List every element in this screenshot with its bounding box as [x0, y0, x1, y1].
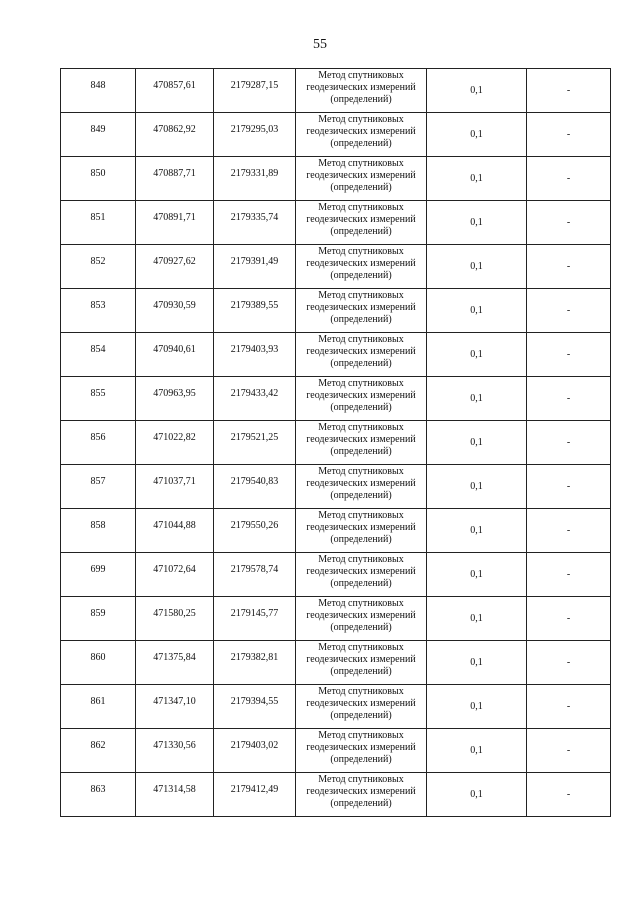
method-cell — [296, 69, 427, 113]
point-number-cell: 860 — [61, 641, 136, 685]
x-coordinate-cell: 470930,59 — [136, 289, 214, 333]
method-text-line: (определений) — [330, 182, 392, 193]
point-number-cell: 851 — [61, 201, 136, 245]
accuracy-cell: 0,1 — [427, 333, 527, 377]
method-text-line: (определений) — [330, 622, 392, 633]
y-coordinate-cell: 2179389,55 — [214, 289, 296, 333]
x-coordinate-cell: 470862,92 — [136, 113, 214, 157]
method-cell — [296, 641, 427, 685]
table-row — [61, 465, 611, 509]
point-number-cell: 862 — [61, 729, 136, 773]
method-text-line: Метод спутниковых — [318, 466, 404, 477]
method-cell — [296, 773, 427, 817]
point-number-cell: 852 — [61, 245, 136, 289]
table-row — [61, 729, 611, 773]
method-text-line: геодезических измерений — [306, 258, 416, 269]
point-number-cell: 855 — [61, 377, 136, 421]
point-number-cell: 849 — [61, 113, 136, 157]
y-coordinate-cell: 2179433,42 — [214, 377, 296, 421]
method-text-line: геодезических измерений — [306, 742, 416, 753]
table-row — [61, 69, 611, 113]
method-text-line: (определений) — [330, 358, 392, 369]
method-text-line: Метод спутниковых — [318, 158, 404, 169]
description-cell: - — [527, 289, 611, 333]
method-text-line: геодезических измерений — [306, 566, 416, 577]
method-cell — [296, 465, 427, 509]
method-text-line: (определений) — [330, 754, 392, 765]
accuracy-cell: 0,1 — [427, 597, 527, 641]
accuracy-cell: 0,1 — [427, 553, 527, 597]
description-cell: - — [527, 333, 611, 377]
table-row — [61, 641, 611, 685]
table-row — [61, 553, 611, 597]
table-body — [61, 69, 611, 817]
method-text-line: геодезических измерений — [306, 302, 416, 313]
table-row — [61, 421, 611, 465]
method-text-line: геодезических измерений — [306, 522, 416, 533]
accuracy-cell: 0,1 — [427, 289, 527, 333]
method-text-line: Метод спутниковых — [318, 554, 404, 565]
accuracy-cell: 0,1 — [427, 641, 527, 685]
method-text-line: Метод спутниковых — [318, 290, 404, 301]
method-text-line: геодезических измерений — [306, 786, 416, 797]
accuracy-cell: 0,1 — [427, 377, 527, 421]
method-text-line: геодезических измерений — [306, 434, 416, 445]
point-number-cell: 848 — [61, 69, 136, 113]
accuracy-cell: 0,1 — [427, 113, 527, 157]
x-coordinate-cell: 470887,71 — [136, 157, 214, 201]
method-text-line: Метод спутниковых — [318, 730, 404, 741]
method-cell — [296, 245, 427, 289]
description-cell: - — [527, 553, 611, 597]
description-cell: - — [527, 465, 611, 509]
method-text-line: геодезических измерений — [306, 346, 416, 357]
y-coordinate-cell: 2179394,55 — [214, 685, 296, 729]
table-row — [61, 245, 611, 289]
method-cell — [296, 685, 427, 729]
description-cell: - — [527, 377, 611, 421]
y-coordinate-cell: 2179145,77 — [214, 597, 296, 641]
method-text-line: геодезических измерений — [306, 170, 416, 181]
accuracy-cell: 0,1 — [427, 245, 527, 289]
method-cell — [296, 157, 427, 201]
y-coordinate-cell: 2179403,02 — [214, 729, 296, 773]
point-number-cell: 863 — [61, 773, 136, 817]
table-row — [61, 509, 611, 553]
method-text-line: (определений) — [330, 270, 392, 281]
x-coordinate-cell: 471037,71 — [136, 465, 214, 509]
method-text-line: Метод спутниковых — [318, 422, 404, 433]
y-coordinate-cell: 2179550,26 — [214, 509, 296, 553]
y-coordinate-cell: 2179382,81 — [214, 641, 296, 685]
method-text-line: Метод спутниковых — [318, 202, 404, 213]
x-coordinate-cell: 471580,25 — [136, 597, 214, 641]
method-cell — [296, 729, 427, 773]
method-text-line: (определений) — [330, 446, 392, 457]
description-cell: - — [527, 157, 611, 201]
method-cell — [296, 509, 427, 553]
method-text-line: геодезических измерений — [306, 654, 416, 665]
description-cell: - — [527, 245, 611, 289]
method-text-line: (определений) — [330, 402, 392, 413]
method-text-line: Метод спутниковых — [318, 774, 404, 785]
table-row — [61, 157, 611, 201]
point-number-cell: 859 — [61, 597, 136, 641]
x-coordinate-cell: 471314,58 — [136, 773, 214, 817]
method-cell — [296, 421, 427, 465]
description-cell: - — [527, 685, 611, 729]
method-text-line: (определений) — [330, 710, 392, 721]
point-number-cell: 853 — [61, 289, 136, 333]
method-cell — [296, 289, 427, 333]
description-cell: - — [527, 69, 611, 113]
accuracy-cell: 0,1 — [427, 685, 527, 729]
method-text-line: (определений) — [330, 226, 392, 237]
description-cell: - — [527, 509, 611, 553]
method-text-line: Метод спутниковых — [318, 510, 404, 521]
x-coordinate-cell: 470927,62 — [136, 245, 214, 289]
x-coordinate-cell: 470963,95 — [136, 377, 214, 421]
point-number-cell: 861 — [61, 685, 136, 729]
accuracy-cell: 0,1 — [427, 509, 527, 553]
method-text-line: Метод спутниковых — [318, 334, 404, 345]
description-cell: - — [527, 421, 611, 465]
accuracy-cell: 0,1 — [427, 201, 527, 245]
method-text-line: геодезических измерений — [306, 390, 416, 401]
description-cell: - — [527, 201, 611, 245]
point-number-cell: 856 — [61, 421, 136, 465]
point-number-cell: 858 — [61, 509, 136, 553]
x-coordinate-cell: 470940,61 — [136, 333, 214, 377]
y-coordinate-cell: 2179295,03 — [214, 113, 296, 157]
x-coordinate-cell: 471375,84 — [136, 641, 214, 685]
x-coordinate-cell: 471330,56 — [136, 729, 214, 773]
x-coordinate-cell: 471347,10 — [136, 685, 214, 729]
description-cell: - — [527, 729, 611, 773]
method-text-line: геодезических измерений — [306, 214, 416, 225]
method-text-line: Метод спутниковых — [318, 114, 404, 125]
y-coordinate-cell: 2179331,89 — [214, 157, 296, 201]
method-text-line: (определений) — [330, 798, 392, 809]
point-number-cell: 699 — [61, 553, 136, 597]
description-cell: - — [527, 773, 611, 817]
method-text-line: Метод спутниковых — [318, 246, 404, 257]
description-cell: - — [527, 641, 611, 685]
point-number-cell: 854 — [61, 333, 136, 377]
point-number-cell: 857 — [61, 465, 136, 509]
method-text-line: (определений) — [330, 666, 392, 677]
table-row — [61, 113, 611, 157]
table-row — [61, 377, 611, 421]
description-cell: - — [527, 597, 611, 641]
method-text-line: (определений) — [330, 578, 392, 589]
y-coordinate-cell: 2179403,93 — [214, 333, 296, 377]
accuracy-cell: 0,1 — [427, 421, 527, 465]
method-text-line: (определений) — [330, 534, 392, 545]
y-coordinate-cell: 2179540,83 — [214, 465, 296, 509]
x-coordinate-cell: 470857,61 — [136, 69, 214, 113]
method-cell — [296, 333, 427, 377]
method-text-line: (определений) — [330, 94, 392, 105]
method-cell — [296, 597, 427, 641]
method-cell — [296, 113, 427, 157]
method-text-line: Метод спутниковых — [318, 598, 404, 609]
method-text-line: Метод спутниковых — [318, 70, 404, 81]
page-number: 55 — [313, 37, 327, 52]
point-number-cell: 850 — [61, 157, 136, 201]
method-text-line: (определений) — [330, 314, 392, 325]
method-cell — [296, 201, 427, 245]
method-text-line: геодезических измерений — [306, 82, 416, 93]
description-cell: - — [527, 113, 611, 157]
method-text-line: геодезических измерений — [306, 478, 416, 489]
method-text-line: Метод спутниковых — [318, 642, 404, 653]
method-text-line: Метод спутниковых — [318, 686, 404, 697]
method-text-line: геодезических измерений — [306, 610, 416, 621]
x-coordinate-cell: 471072,64 — [136, 553, 214, 597]
x-coordinate-cell: 471044,88 — [136, 509, 214, 553]
y-coordinate-cell: 2179287,15 — [214, 69, 296, 113]
method-text-line: (определений) — [330, 490, 392, 501]
method-cell — [296, 553, 427, 597]
y-coordinate-cell: 2179412,49 — [214, 773, 296, 817]
table-row — [61, 201, 611, 245]
method-text-line: геодезических измерений — [306, 698, 416, 709]
accuracy-cell: 0,1 — [427, 729, 527, 773]
x-coordinate-cell: 471022,82 — [136, 421, 214, 465]
method-text-line: геодезических измерений — [306, 126, 416, 137]
accuracy-cell: 0,1 — [427, 69, 527, 113]
method-cell — [296, 377, 427, 421]
accuracy-cell: 0,1 — [427, 465, 527, 509]
y-coordinate-cell: 2179391,49 — [214, 245, 296, 289]
accuracy-cell: 0,1 — [427, 773, 527, 817]
method-text-line: Метод спутниковых — [318, 378, 404, 389]
table-row — [61, 333, 611, 377]
table-row — [61, 685, 611, 729]
table-row — [61, 773, 611, 817]
y-coordinate-cell: 2179335,74 — [214, 201, 296, 245]
y-coordinate-cell: 2179578,74 — [214, 553, 296, 597]
table-row — [61, 289, 611, 333]
method-text-line: (определений) — [330, 138, 392, 149]
coordinates-table — [60, 68, 611, 817]
table-row — [61, 597, 611, 641]
y-coordinate-cell: 2179521,25 — [214, 421, 296, 465]
accuracy-cell: 0,1 — [427, 157, 527, 201]
x-coordinate-cell: 470891,71 — [136, 201, 214, 245]
